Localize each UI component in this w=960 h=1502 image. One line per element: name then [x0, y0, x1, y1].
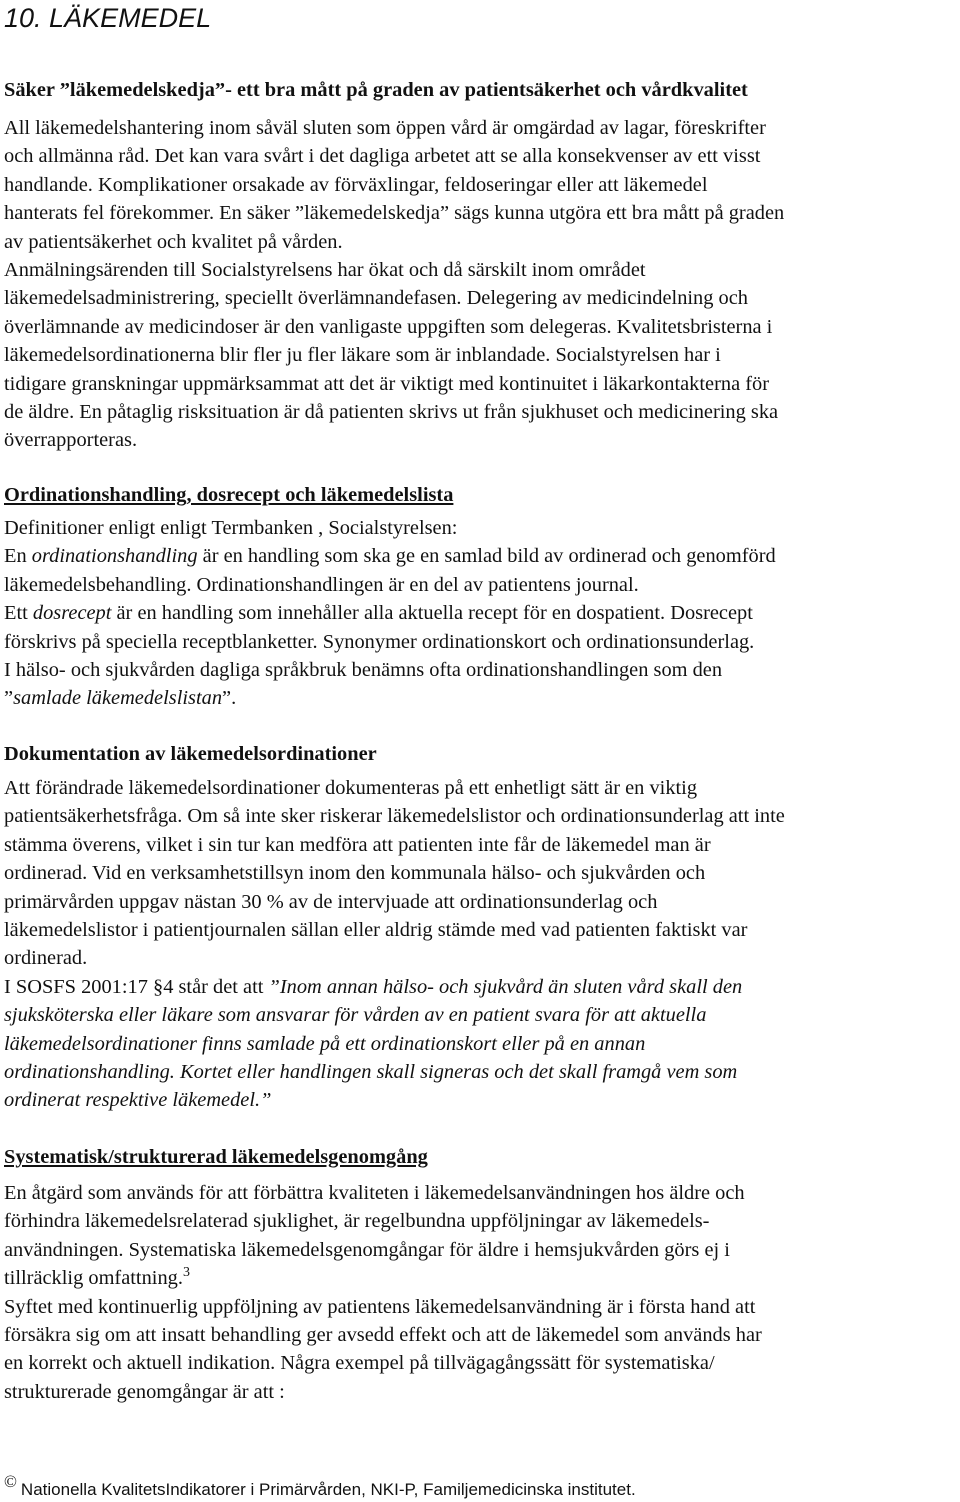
quote-line — [4, 1058, 956, 1086]
section-heading-documentation: Dokumentation av läkemedelsordinationer — [4, 743, 377, 765]
page-footer — [4, 1470, 636, 1502]
section-body-documentation — [4, 774, 956, 1115]
paragraph-line — [4, 599, 956, 627]
section-body-ordination — [4, 514, 956, 713]
text-run: ”. — [222, 687, 237, 710]
quote-text: sjuksköterska eller läkare som ansvarar för vården av en patient svara för att aktuella — [4, 1004, 707, 1027]
quote-line — [4, 1086, 956, 1114]
paragraph-line: läkemedelsbehandling. Ordinationshandlingen är en del av patientens journal. — [4, 573, 639, 596]
paragraph-line: förhindra läkemedelsrelaterad sjuklighet, är regelbundna uppföljningar av läkemedels- — [4, 1210, 710, 1233]
paragraph-line: tidigare granskningar uppmärksammat att det är viktigt med kontinuitet i läkarkontakterna för — [4, 372, 769, 395]
paragraph-line: patientsäkerhetsfråga. Om så inte sker riskerar läkemedelslistor och ordinationsunderlag att inte — [4, 805, 785, 828]
quote-line — [4, 1030, 956, 1058]
paragraph-line: läkemedelsordinationerna blir fler ju fler läkare som är inblandade. Socialstyrelsen har i — [4, 344, 721, 367]
paragraph-line — [4, 973, 956, 1001]
paragraph-line: läkemedelsadministrering, speciellt överlämnandefasen. Delegering av medicindelning och — [4, 287, 748, 310]
paragraph-line: ordinerad. — [4, 947, 88, 970]
footnote-reference: 3 — [182, 1265, 190, 1281]
paragraph-line: ordinerad. Vid en verksamhetstillsyn inom den kommunala hälso- och sjukvården och — [4, 862, 706, 885]
footer-text: Nationella KvalitetsIndikatorer i Primärvården, NKI-P, Familjemedicinska institutet. — [20, 1480, 636, 1499]
paragraph-line: En åtgärd som används för att förbättra kvaliteten i läkemedelsanvändningen hos äldre och — [4, 1182, 745, 1204]
section-heading-systematic-review: Systematisk/strukturerad läkemedelsgenomgång — [4, 1146, 428, 1168]
section-body-safe-chain — [4, 114, 956, 455]
paragraph-line: Anmälningsärenden till Socialstyrelsens har ökat och då särskilt inom området — [4, 259, 646, 282]
term-dosrecept: dosrecept — [32, 602, 112, 625]
paragraph-line: av patientsäkerhet och kvalitet på vården. — [4, 230, 343, 253]
term-samlade-lakemedelslistan: samlade läkemedelslistan — [13, 687, 223, 710]
chapter-title: 10. LÄKEMEDEL — [4, 3, 212, 33]
paragraph-line: I hälso- och sjukvården dagliga språkbruk benämns ofta ordinationshandlingen som den — [4, 659, 723, 682]
quote-line — [4, 1001, 956, 1029]
text-run: Ett — [4, 602, 33, 625]
section-heading-safe-chain: Säker ”läkemedelskedja”- ett bra mått på graden av patientsäkerhet och vårdkvalitet — [4, 79, 748, 101]
quote-text: ”Inom annan hälso- och sjukvård än sluten vård skall den — [268, 975, 743, 998]
text-run: tillräcklig omfattning. — [4, 1267, 183, 1290]
paragraph-line — [4, 684, 956, 712]
quote-text: ordinationshandling. Kortet eller handlingen skall signeras och det skall framgå vem som — [4, 1061, 738, 1084]
text-run: är en handling som innehåller alla aktuella recept för en dospatient. Dosrecept — [111, 602, 753, 625]
term-ordinationshandling: ordinationshandling — [31, 545, 198, 568]
paragraph-line: Att förändrade läkemedelsordinationer dokumenteras på ett enhetligt sätt är en viktig — [4, 777, 698, 799]
paragraph-line: användningen. Systematiska läkemedelsgenomgångar för äldre i hemsjukvården görs ej i — [4, 1238, 730, 1261]
paragraph-line: överlämnande av medicindoser är den vanligaste uppgiften som delegeras. Kvalitetsbristerna i — [4, 315, 773, 338]
paragraph-line: förskrivs på speciella receptblanketter. Synonymer ordinationskort och ordinationsunderlag. — [4, 630, 755, 653]
paragraph-line: hanterats fel förekommer. En säker ”läkemedelskedja” sägs kunna utgöra ett bra mått på graden — [4, 202, 785, 225]
paragraph-line: läkemedelslistor i patientjournalen sällan eller aldrig stämde med vad patienten faktiskt var — [4, 919, 748, 942]
paragraph-line: Syftet med kontinuerlig uppföljning av patientens läkemedelsanvändning är i första hand att — [4, 1295, 756, 1318]
paragraph-line: Definitioner enligt enligt Termbanken , Socialstyrelsen: — [4, 517, 458, 539]
text-run: En — [4, 545, 32, 568]
paragraph-line — [4, 542, 956, 570]
quote-text: läkemedelsordinationer finns samlade på ett ordinationskort eller på en annan — [4, 1032, 646, 1055]
section-body-systematic-review — [4, 1179, 956, 1406]
paragraph-line: handlande. Komplikationer orsakade av förväxlingar, feldoseringar eller att läkemedel — [4, 173, 708, 196]
paragraph-line: All läkemedelshantering inom såväl sluten som öppen vård är omgärdad av lagar, föreskrifter — [4, 117, 766, 139]
section-heading-ordination: Ordinationshandling, dosrecept och läkemedelslista — [4, 484, 454, 506]
text-run: är en handling som ska ge en samlad bild av ordinerad och genomförd — [197, 545, 776, 568]
text-run: I SOSFS 2001:17 §4 står det att — [4, 975, 269, 998]
paragraph-line: försäkra sig om att insatt behandling ger avsedd effekt och att de läkemedel som används har — [4, 1324, 762, 1347]
paragraph-line: primärvården uppgav nästan 30 % av de intervjuade att ordinationsunderlag och — [4, 890, 658, 913]
copyright-symbol: © — [4, 1472, 17, 1491]
text-run: ” — [4, 687, 14, 710]
paragraph-line: de äldre. En påtaglig risksituation är då patienten skrivs ut från sjukhuset och medicinering ska — [4, 401, 779, 424]
paragraph-line — [4, 1264, 956, 1292]
paragraph-line: strukturerade genomgångar är att : — [4, 1380, 285, 1403]
paragraph-line: en korrekt och aktuell indikation. Några exempel på tillvägagångssätt för systematiska/ — [4, 1352, 715, 1375]
paragraph-line: stämma överens, vilket i sin tur kan medföra att patienten inte får de läkemedel man är — [4, 833, 711, 856]
paragraph-line: överrapporteras. — [4, 429, 138, 452]
quote-text: ordinerat respektive läkemedel.” — [4, 1089, 272, 1112]
paragraph-line: och allmänna råd. Det kan vara svårt i det dagliga arbetet att se alla konsekvenser av ett visst — [4, 145, 761, 168]
